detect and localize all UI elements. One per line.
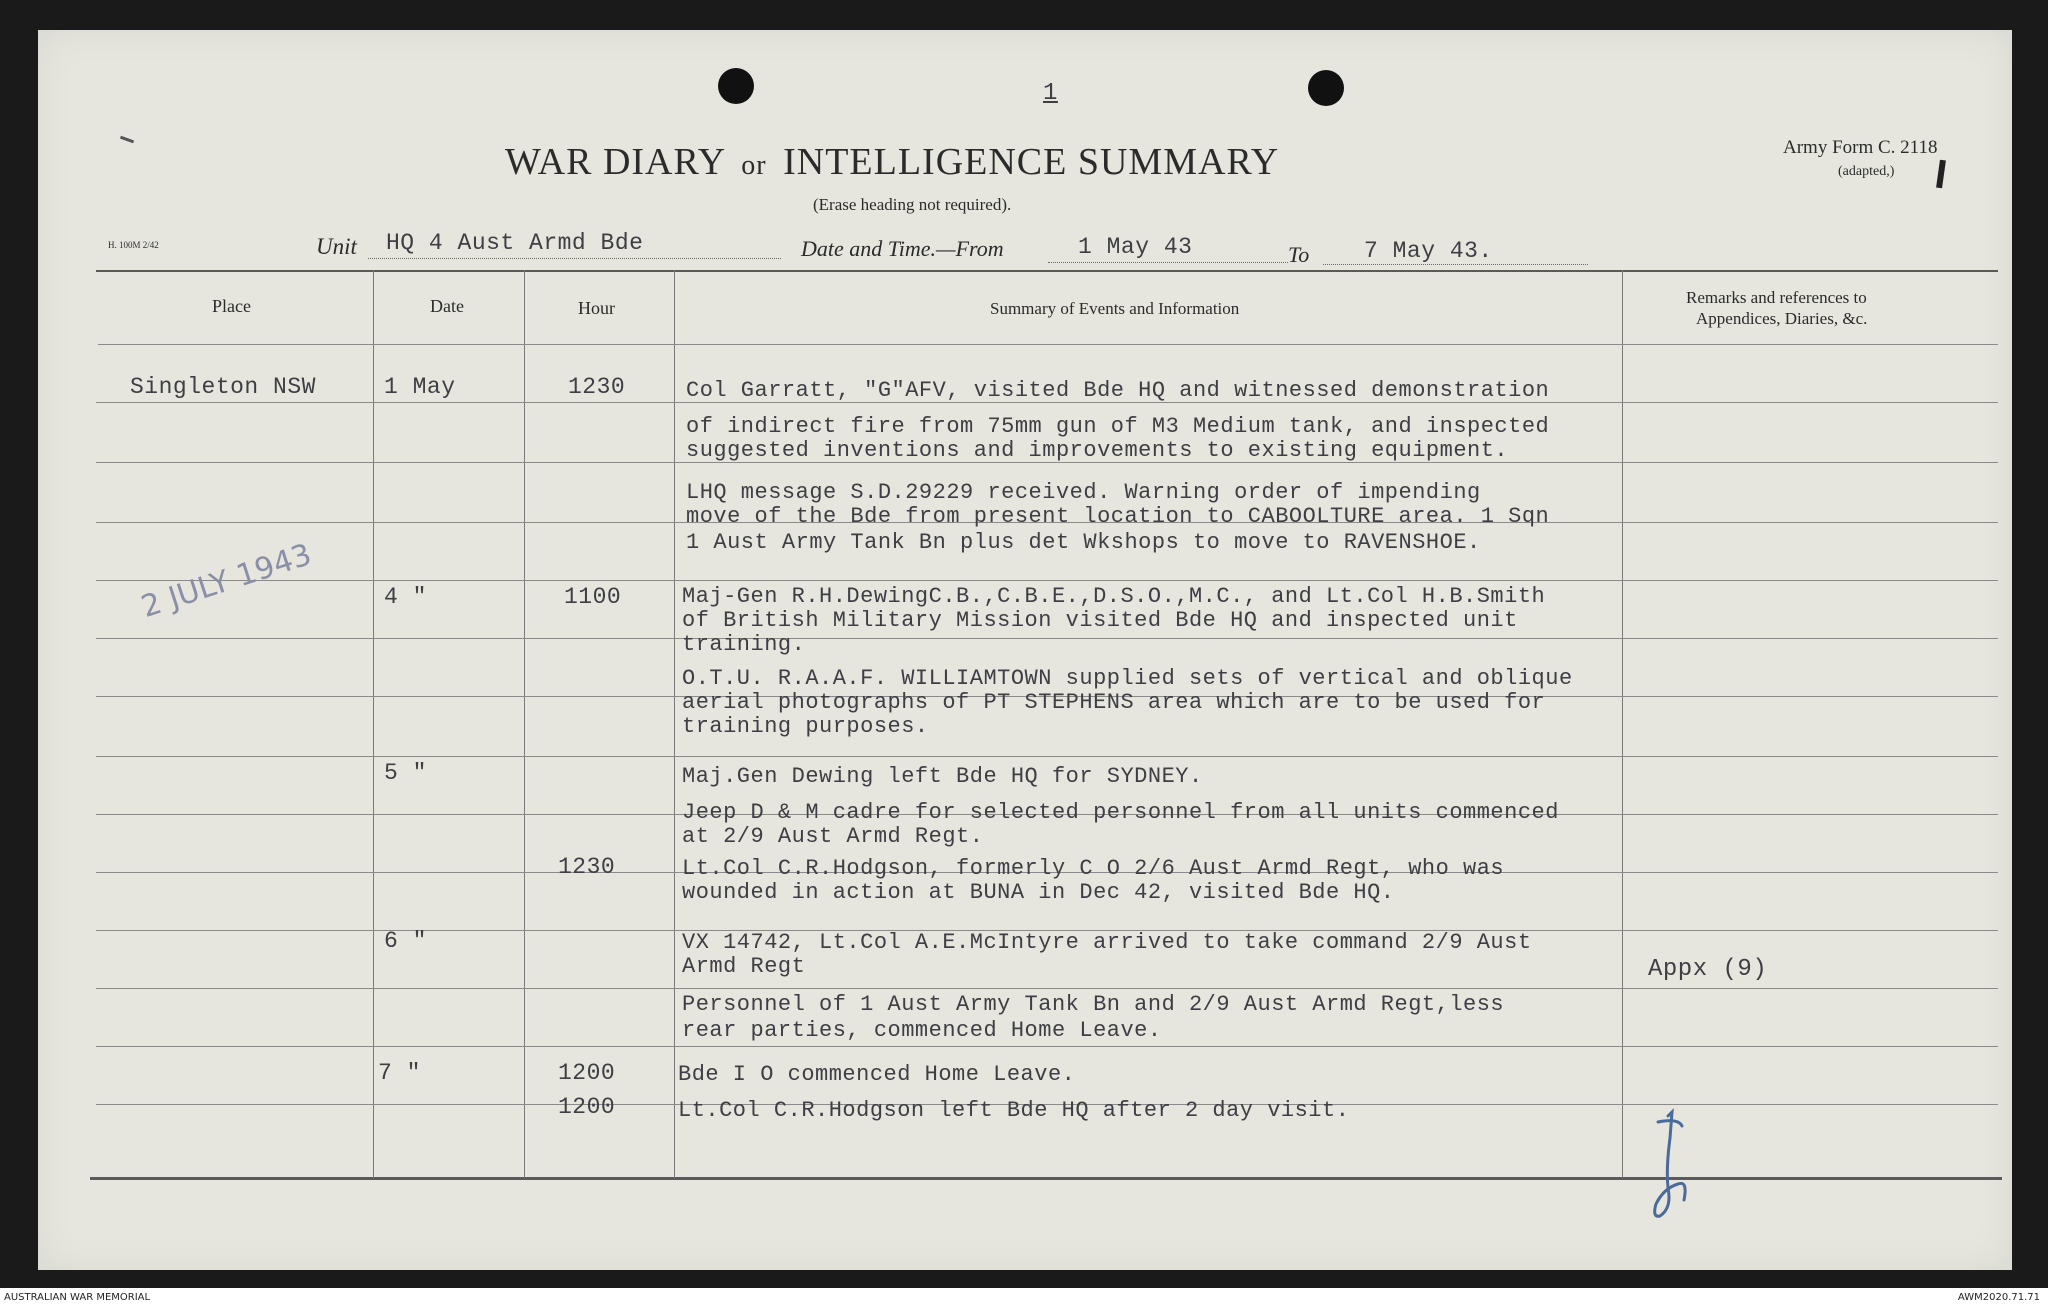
to-label: To [1288,242,1310,267]
table-bottom-rule [90,1177,2002,1180]
col-header-place: Place [212,296,251,316]
col-header-remarks-2: Appendices, Diaries, &c. [1696,309,1868,328]
unit-value: HQ 4 Aust Armd Bde [386,230,644,256]
row10-line1: Bde I O commenced Home Leave. [678,1062,1076,1087]
row1-line3: suggested inventions and improvements to existing equipment. [686,438,1509,463]
title-subtitle: (Erase heading not required). [813,195,1012,214]
row4-line2: aerial photographs of PT STEPHENS area which are to be used for [682,690,1546,715]
row5-date: 5 " [384,760,427,786]
row7-line2: wounded in action at BUNA in Dec 42, visited Bde HQ. [682,880,1395,905]
row4-line3: training purposes. [682,714,929,739]
row3-line3: training. [682,632,806,657]
punch-hole-right [1308,70,1344,106]
col-header-hour: Hour [578,298,615,318]
footer-bar [0,1288,2048,1310]
row2-line3: 1 Aust Army Tank Bn plus det Wkshops to move to RAVENSHOE. [686,530,1481,555]
row3-line2: of British Military Mission visited Bde HQ and inspected unit [682,608,1518,633]
row7-line1: Lt.Col C.R.Hodgson, formerly C O 2/6 Aust Armd Regt, who was [682,856,1505,881]
received-date-stamp: 2 JULY 1943 [137,537,316,625]
pencil-tick [120,136,134,144]
row9-line1: Personnel of 1 Aust Army Tank Bn and 2/9 Aust Armd Regt,less [682,992,1505,1017]
col-header-summary: Summary of Events and Information [990,299,1240,318]
form-code: H. 100M 2/42 [108,240,159,250]
row3-line1: Maj-Gen R.H.DewingC.B.,C.B.E.,D.S.O.,M.C., and Lt.Col H.B.Smith [682,584,1546,609]
row1-line2: of indirect fire from 75mm gun of M3 Medium tank, and inspected [686,414,1550,439]
date-from: 1 May 43 [1078,234,1193,260]
row5-line1: Maj.Gen Dewing left Bde HQ for SYDNEY. [682,764,1203,789]
row3-hour: 1100 [564,584,622,610]
row1-place: Singleton NSW [130,374,316,400]
row8-line2: Armd Regt [682,954,806,979]
row1-date: 1 May [384,374,456,400]
page-number: 1 [1043,80,1058,107]
row11-line1: Lt.Col C.R.Hodgson left Bde HQ after 2 day visit. [678,1098,1350,1123]
footer-right: AWM2020.71.71 [1957,1292,2040,1303]
row6-line2: at 2/9 Aust Armd Regt. [682,824,984,849]
army-form-note: (adapted,) [1838,164,1895,179]
unit-label: Unit [316,234,357,259]
row8-date: 6 " [384,928,427,954]
row1-line1: Col Garratt, "G"AFV, visited Bde HQ and witnessed demonstration [686,378,1550,403]
title-or: or [741,150,767,181]
row7-hour: 1230 [558,854,616,880]
handwritten-initials [1648,1108,1708,1228]
title-part2: INTELLIGENCE SUMMARY [783,141,1280,183]
row3-date: 4 " [384,584,427,610]
row4-line1: O.T.U. R.A.A.F. WILLIAMTOWN supplied sets of vertical and oblique [682,666,1573,691]
header-rule [98,344,1998,345]
footer-left: AUSTRALIAN WAR MEMORIAL [4,1292,151,1303]
war-diary-page [38,30,2012,1270]
table-top-rule [96,270,1998,272]
date-to: 7 May 43. [1364,238,1493,264]
army-form-number: Army Form C. 2118 [1783,137,1938,158]
row10-date: 7 " [378,1060,421,1086]
row2-line1: LHQ message S.D.29229 received. Warning order of impending [686,480,1481,505]
date-label: Date and Time.—From [801,236,1004,261]
row2-line2: move of the Bde from present location to CABOOLTURE area. 1 Sqn [686,504,1550,529]
title-part1: WAR DIARY [505,141,725,183]
row11-hour: 1200 [558,1094,616,1120]
row1-hour: 1230 [568,374,626,400]
row10-hour: 1200 [558,1060,616,1086]
row8-remark: Appx (9) [1648,956,1768,983]
row6-line1: Jeep D & M cadre for selected personnel from all units commenced [682,800,1559,825]
row9-line2: rear parties, commenced Home Leave. [682,1018,1162,1043]
row8-line1: VX 14742, Lt.Col A.E.McIntyre arrived to take command 2/9 Aust [682,930,1532,955]
page-title [505,140,1279,184]
pencil-mark [1936,160,1946,189]
col-header-date: Date [430,296,464,316]
col-header-remarks-1: Remarks and references to [1686,288,1867,307]
punch-hole-left [718,68,754,104]
